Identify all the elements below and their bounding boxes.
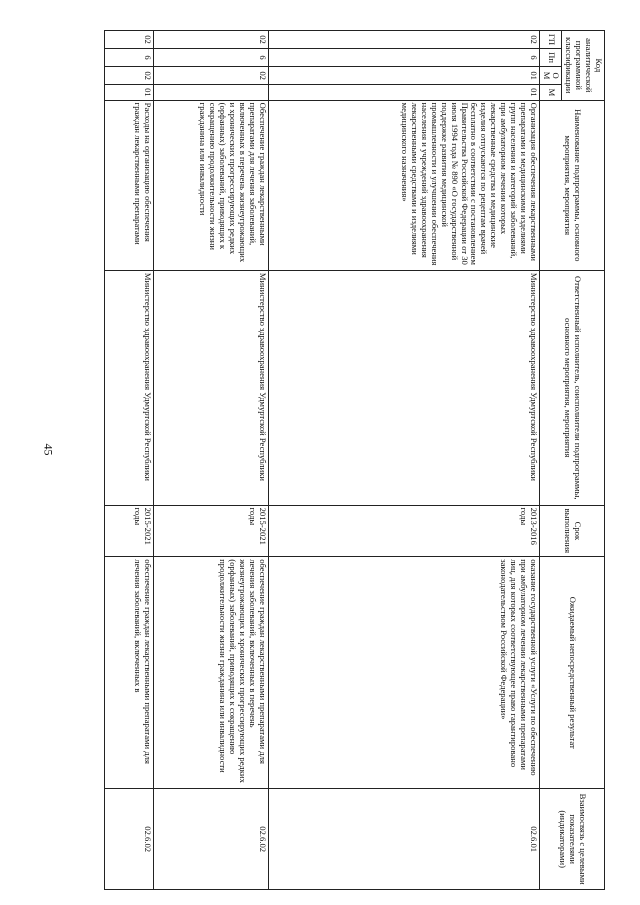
header-indicators: Взаимосвязь с целевыми показателями (индикаторами) — [539, 789, 604, 890]
table-row — [104, 31, 153, 890]
cell-indicators: 02.6.02 — [104, 789, 153, 890]
cell-term: 2015-2021 годы — [104, 505, 153, 557]
cell-gp: 02 — [268, 31, 539, 49]
header-result: Ожидаемый непосредственный результат — [539, 557, 604, 789]
cell-m: 01 — [268, 85, 539, 101]
cell-indicators: 02.6.02 — [153, 789, 268, 890]
cell-pp: 6 — [104, 49, 153, 67]
header-m: М — [539, 85, 562, 101]
cell-om: 02 — [104, 67, 153, 85]
header-name: Наименование подпрограммы, основного мероприятия, мероприятия — [539, 100, 604, 270]
cell-pp: 6 — [268, 49, 539, 67]
cell-om: 01 — [268, 67, 539, 85]
cell-responsible: Министерство здравоохранения Удмуртской Республики — [153, 270, 268, 505]
cell-result: обеспечение граждан лекарственными препаратами для лечения заболеваний, включенных в — [104, 557, 153, 789]
header-row-1 — [562, 31, 605, 890]
cell-om: 02 — [153, 67, 268, 85]
table-row — [153, 31, 268, 890]
cell-gp: 02 — [104, 31, 153, 49]
rotated-content — [71, 30, 605, 900]
header-term: Срок выполнения — [539, 505, 604, 557]
page-number: 45 — [41, 443, 56, 456]
header-code-group: Код аналитической программной классификации — [562, 31, 605, 101]
program-table — [104, 30, 605, 890]
cell-gp: 02 — [153, 31, 268, 49]
header-gp: ГП — [539, 31, 562, 49]
header-om: ОМ — [539, 67, 562, 85]
header-responsible: Ответственный исполнитель, соисполнители подпрограммы, основного мероприятия, мероприятия — [539, 270, 604, 505]
cell-indicators: 02.6.01 — [268, 789, 539, 890]
cell-term: 2013-2016 годы — [268, 505, 539, 557]
cell-responsible: Министерство здравоохранения Удмуртской Республики — [268, 270, 539, 505]
table-row — [268, 31, 539, 890]
cell-name: Расходы на организацию обеспечения граждан лекарственными препаратами — [104, 100, 153, 270]
cell-name: Обеспечение граждан лекарственными препаратами для лечения заболеваний, включенных в перечень жизнеугрожающих и хронических прогрессирующих редких (орфанных) заболеваний, приводящих к сокращению продолжительности жизни гражданина или инвалидности — [153, 100, 268, 270]
cell-responsible: Министерство здравоохранения Удмуртской Республики — [104, 270, 153, 505]
cell-result: оказание государственной услуги «Услуги по обеспечению при амбулаторном лечении лекарственными препаратами лиц, для которых соответствующее право гарантировано законодательством Российской Федерации» — [268, 557, 539, 789]
header-pp: Пп — [539, 49, 562, 67]
cell-pp: 6 — [153, 49, 268, 67]
cell-term: 2015-2021 годы — [153, 505, 268, 557]
cell-m — [153, 85, 268, 101]
cell-result: обеспечение граждан лекарственными препаратами для лечения заболеваний, включенных в перечень жизнеугрожающих и хронических прогрессирующих редких (орфанных) заболеваний, приводящих к сокращению продолжительности жизни гражданина или инвалидности — [153, 557, 268, 789]
cell-m: 01 — [104, 85, 153, 101]
cell-name: Организация обеспечения лекарственными препаратами и медицинскими изделиями групп населения и категорий заболеваний, при амбулаторном лечении которых лекарственные средства и медицинские изделия отпускаются по рецептам врачей бесплатно в соответствии с постановлением Правительства Российской Федерации от 30 июля 1994 года № 890 «О государственной поддержке развития медицинской промышленности и улучшении обеспечения населения и учреждений здравоохранения лекарственными средствами и изделиями медицинского назначения» — [268, 100, 539, 270]
